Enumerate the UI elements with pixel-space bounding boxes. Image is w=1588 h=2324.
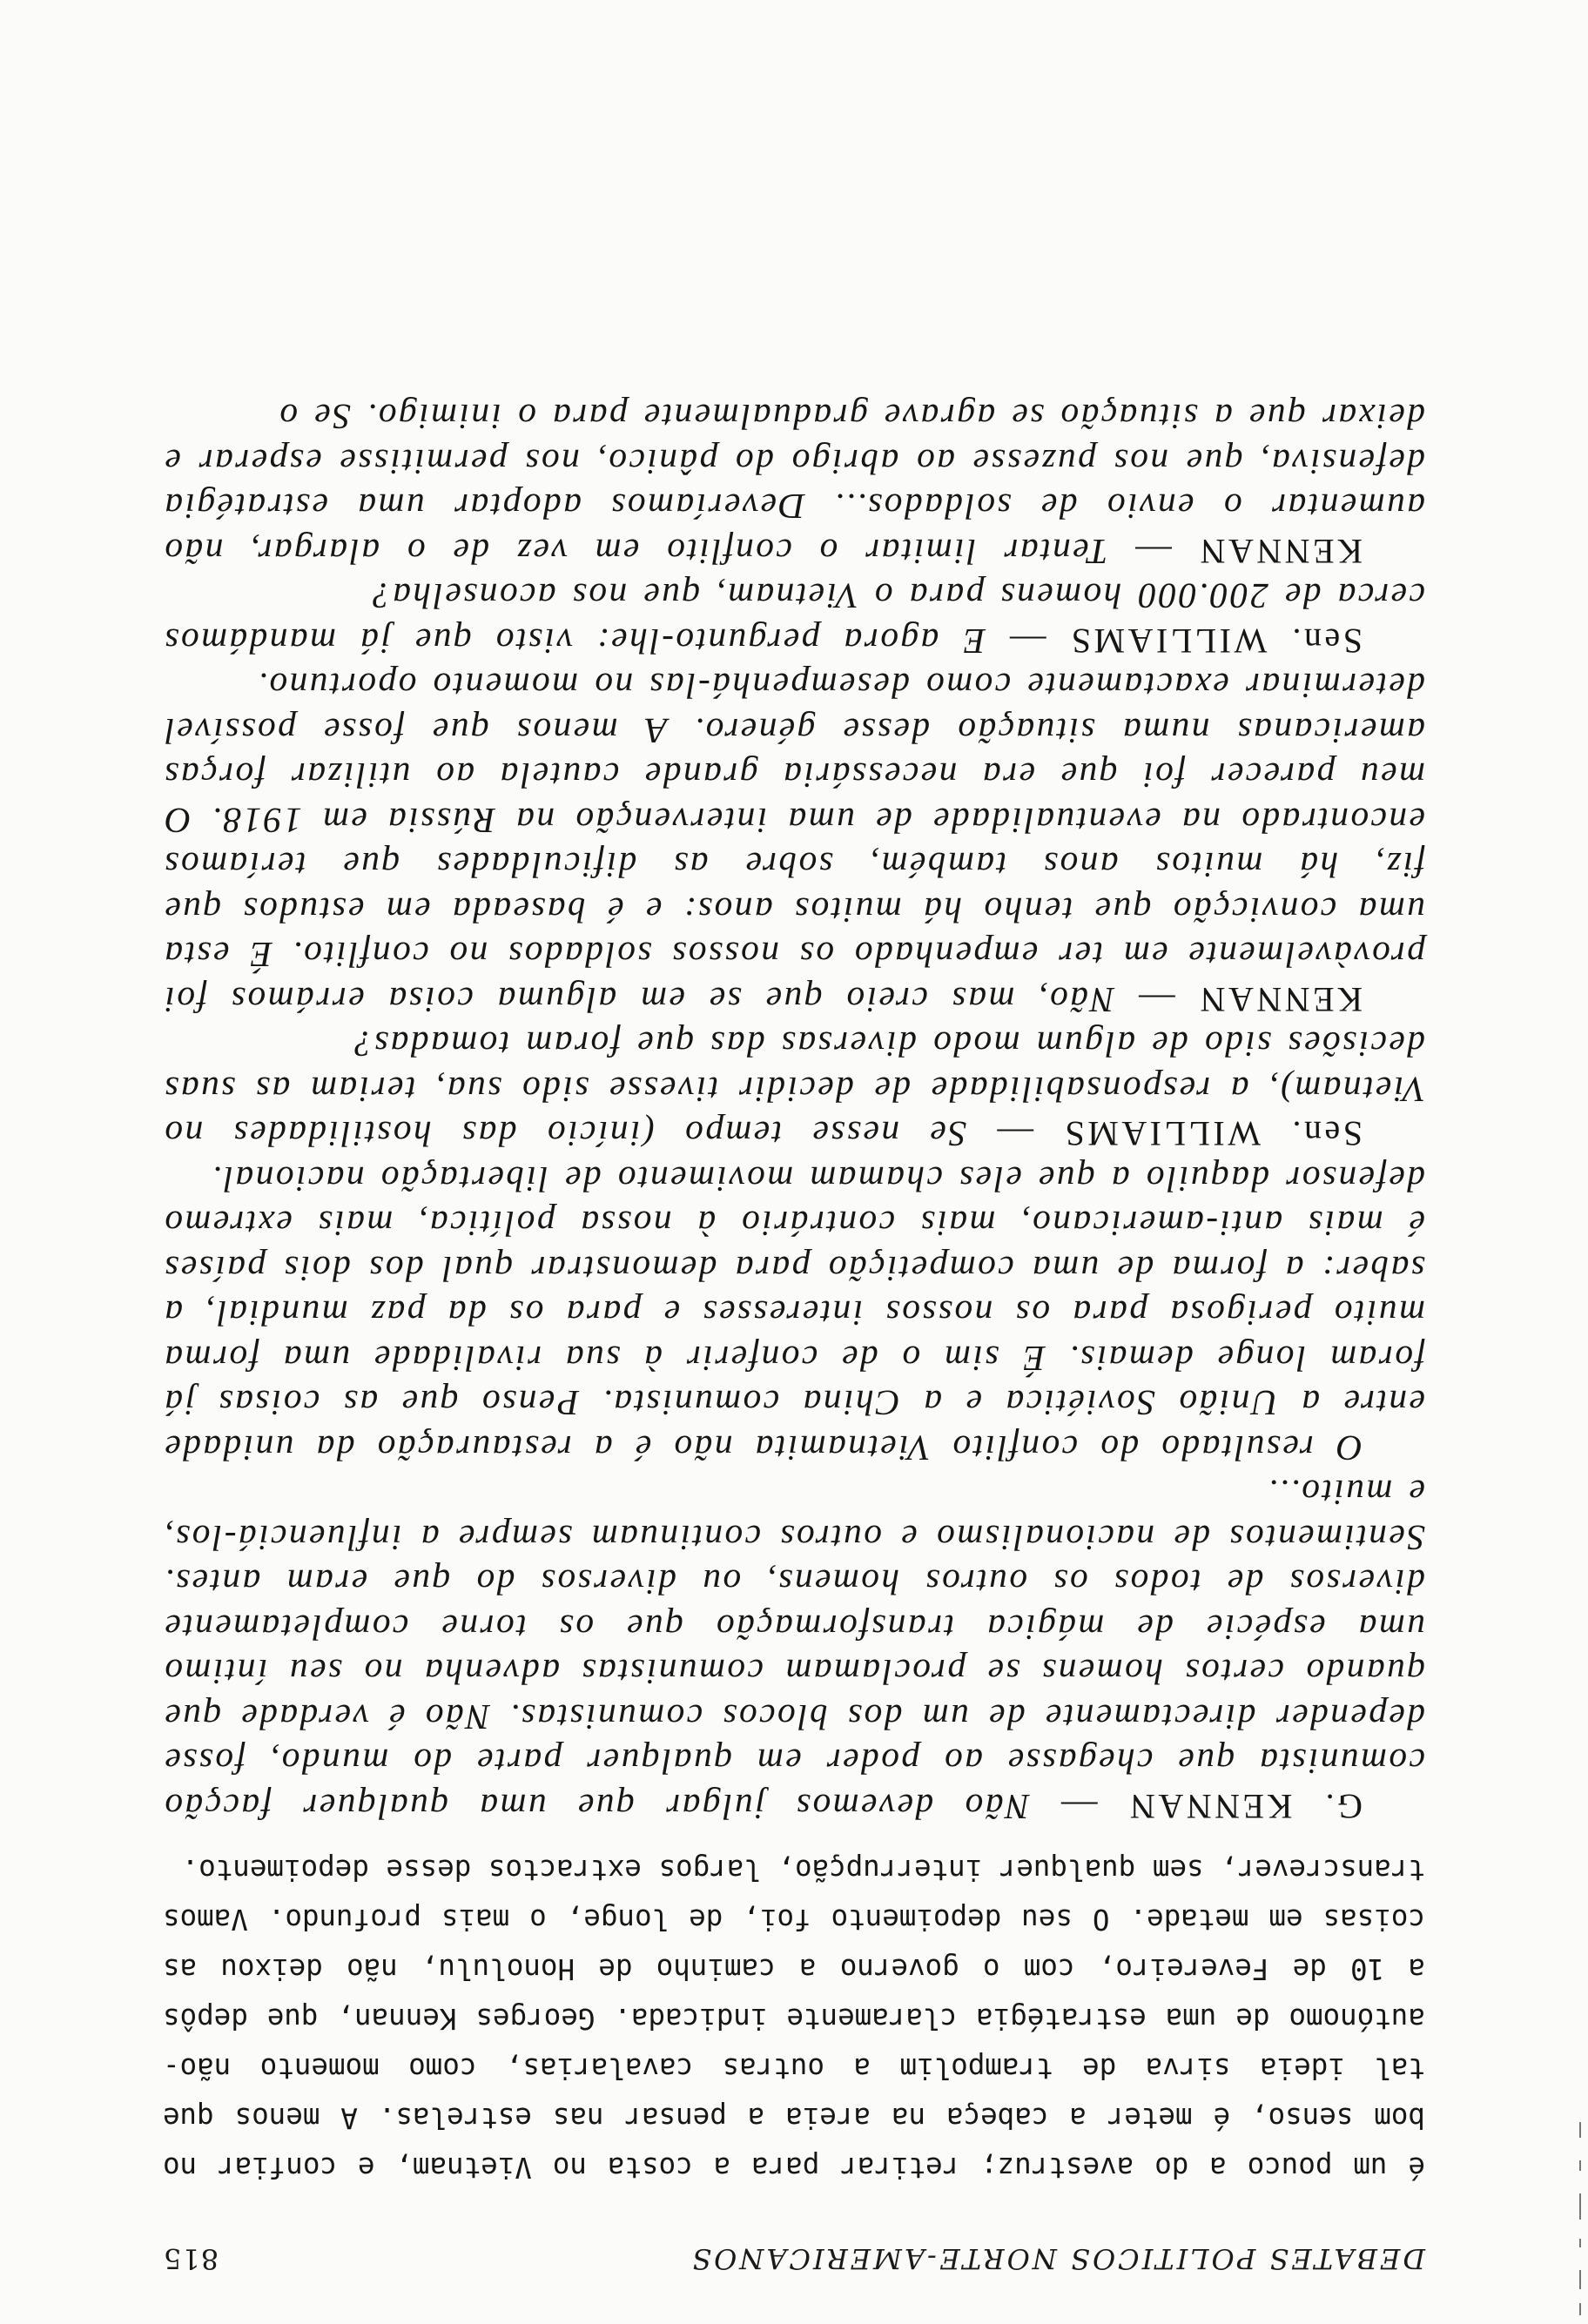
speaker-dash: — (1107, 532, 1198, 572)
page-number: 815 (163, 2242, 219, 2275)
intro-text: é um pouco a do avestruz; retirar para a costa no Vietnam, e confiar no bom senso, é meter a cabeça na areia a pensar nas estrelas. A menos que tal ideia sirva de trampolim a outras cavalarias, como momento não-autónomo de uma estratégia claramente indicada. Georges Kennan, que depôs a 10 de Fevereiro, com o governo a caminho de Honolulu, não deixou as coisas em metade. O seu depoimento foi, de longe, o mais profundo. Vamos transcrever, sem qualquer interrupção, largos extractos desse depoimento. (163, 1853, 1425, 2184)
testimony-paragraph (163, 574, 1425, 663)
speaker-name: KENNAN (1197, 980, 1363, 1019)
speaker-dash: — (966, 1114, 1063, 1155)
speaker-dash: — (1114, 980, 1198, 1020)
testimony-paragraph (163, 663, 1425, 1022)
intro-paragraph (163, 1844, 1425, 2192)
running-head (163, 2223, 1425, 2275)
testimony-paragraph (163, 1022, 1425, 1157)
page-text-block (163, 394, 1425, 2275)
testimony-text: Se nesse tempo (início das hostilidades no Vietnam), a responsabilidade de decidir tivesse sido sua, teriam as suas decisões sido de algum modo diversas das que foram tomadas? (163, 1024, 1425, 1155)
testimony-paragraph (163, 394, 1425, 574)
speaker-name: KENNAN (1197, 532, 1363, 571)
testimony-text: O resultado do conflito Vietnamita não é a restauração da unidade entre a União Soviética e a China comunista. Penso que as coisas já foram longe demais. É sim o de conferir à sua rivalidade uma forma muito perigosa para os nossos interesses e para os da paz mundial, a saber: a forma de uma competição para demonstrar qual dos dois países é mais anti-americano, mais contrário à nossa política, mais extremo defensor daquilo a que eles chamam movimento de libertação nacional. (163, 1159, 1425, 1468)
testimony-text: E agora pergunto-lhe: visto que já mandámos cerca de 200.000 homens para o Vietnam, que nos aconselha? (163, 576, 1425, 662)
speaker-dash: — (1029, 1787, 1127, 1827)
testimony-text: Tentar limitar o conflito em vez de o alargar, não aumentar o envio de soldados... Deveríamos adoptar uma estratégia defensiva, que nos puzesse ao abrigo do pânico, nos permitisse esperar e deixar que a situação se agrave gradualmente para o inimigo. Se o (162, 397, 1425, 572)
speaker-name: Sen. WILLIAMS (1062, 1114, 1363, 1154)
testimony-paragraph (163, 1470, 1425, 1829)
binding-edge-marks (1578, 2098, 1581, 2324)
speaker-name: G. KENNAN (1127, 1787, 1363, 1826)
running-head-title: DEBATES POLITICOS NORTE-AMERICANOS (690, 2242, 1425, 2275)
testimony-text: Não, mas creio que se em alguma coisa errámos foi provàvelmente em ter empenhado os nossos soldados no conflito. É esta uma convicção que tenho há muitos anos: e é baseada em estudos que fiz, há muitos anos também, sobre as dificuldades que teríamos encontrado na eventualidade de uma intervenção na Rússia em 1918. O meu parecer foi que era necessária grande cautela ao utilizar forças americanas numa situação desse género. A menos que fosse possível determinar exactamente como desempenhá-las no momento oportuno. (163, 666, 1425, 1020)
testimony-text: Não devemos julgar que uma qualquer facção comunista que chegasse ao poder em qualquer parte do mundo, fosse depender directamente de um dos blocos comunistas. Não é verdade que quando certos homens se proclamam comunistas advenha no seu íntimo uma espécie de mágica transformação que os torne completamente diversos de todos os outros homens, ou diversos do que eram antes. Sentimentos de nacionalismo e outros continuam sempre a influenciá-los, e muito... (162, 1473, 1425, 1827)
testimony-transcript (163, 394, 1425, 1829)
speaker-name: Sen. WILLIAMS (1068, 621, 1363, 661)
speaker-dash: — (985, 621, 1069, 662)
testimony-paragraph (163, 1157, 1425, 1471)
